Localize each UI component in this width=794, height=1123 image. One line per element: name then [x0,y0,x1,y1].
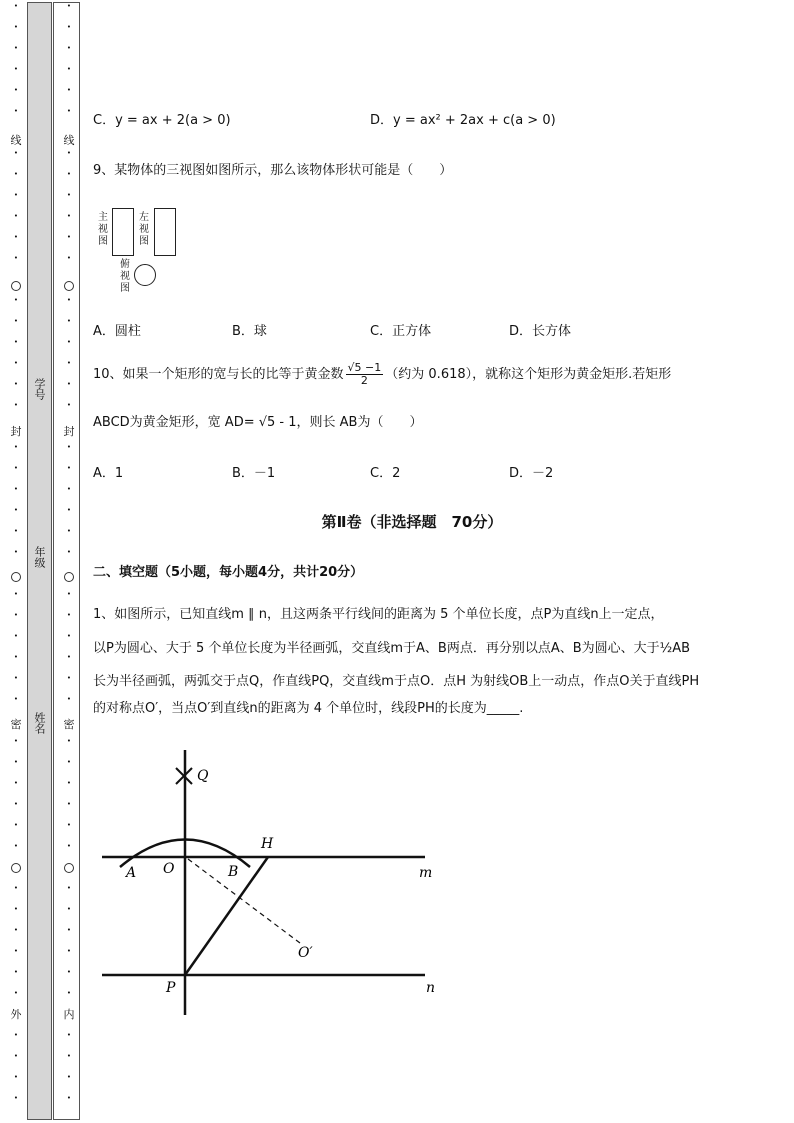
q10-stem-line2: ABCD为黄金矩形，宽 AD= √5 - 1，则长 AB为（ ） [93,415,423,430]
binding-dot: • [13,65,19,73]
binding-dot: • [66,1031,72,1039]
binding-dot: • [66,947,72,955]
fill1-line4: 的对称点O′，当点O′到直线n的距离为 4 个单位时，线段PH的长度为_____. [93,701,524,716]
binding-dot: • [66,107,72,115]
binding-dot: • [66,611,72,619]
binding-dot: • [13,968,19,976]
binding-hole-circle [11,863,21,873]
outer-mark-mi: 密 [10,718,22,731]
label-p: P [166,980,176,996]
q9-stem: 9、某物体的三视图如图所示，那么该物体形状可能是（ ） [93,163,453,178]
field-name: 姓名 [33,712,46,734]
q10-option-d: D．－2 [509,466,554,481]
binding-hole-circle [11,572,21,582]
binding-dot: • [13,338,19,346]
q10-option-c: C．2 [370,466,401,481]
binding-dot: • [13,212,19,220]
binding-dot: • [13,233,19,241]
binding-dot: • [13,191,19,199]
binding-dot: • [66,674,72,682]
front-view-rectangle [112,208,134,256]
outer-mark-feng: 封 [10,425,22,438]
binding-dot: • [66,968,72,976]
left-view-rectangle [154,208,176,256]
binding-dot: • [66,821,72,829]
binding-dot: • [13,149,19,157]
inner-mark-mi: 密 [63,718,75,731]
binding-dot: • [66,548,72,556]
binding-dot: • [66,212,72,220]
binding-dot: • [13,653,19,661]
binding-dot: • [66,44,72,52]
binding-dot: • [66,653,72,661]
binding-dot: • [66,527,72,535]
binding-dot: • [66,170,72,178]
binding-dot: • [66,191,72,199]
binding-dot: • [13,989,19,997]
q10-stem-after: （约为 0.618），就称这个矩形为黄金矩形.若矩形 [385,367,672,382]
binding-dot: • [13,1094,19,1102]
binding-dot: • [13,506,19,514]
inner-mark-nei: 内 [63,1008,75,1021]
binding-strip [0,0,84,1123]
binding-dot: • [66,65,72,73]
fill1-line2: 以P为圆心、大于 5 个单位长度为半径画弧，交直线m于A、B两点．再分别以点A、B为圆心、大于½AB [93,641,691,656]
binding-dot: • [13,800,19,808]
binding-hole-circle [64,572,74,582]
binding-hole-circle [64,863,74,873]
label-q: Q [197,768,209,784]
binding-dot: • [13,1052,19,1060]
inner-dotted-line [62,0,76,1123]
binding-dot: • [13,758,19,766]
binding-dot: • [66,1073,72,1081]
binding-dot: • [13,947,19,955]
binding-dot: • [66,296,72,304]
part-two-heading: 第Ⅱ卷（非选择题 70分） [321,513,503,531]
binding-dot: • [13,170,19,178]
binding-dot: • [66,905,72,913]
binding-dot: • [13,401,19,409]
q10-option-b: B．－1 [232,466,276,481]
binding-dot: • [66,443,72,451]
binding-dot: • [13,359,19,367]
binding-dot: • [66,506,72,514]
binding-dot: • [66,233,72,241]
binding-dot: • [13,632,19,640]
label-m: m [419,865,433,881]
binding-dot: • [66,485,72,493]
binding-dot: • [13,590,19,598]
q10-option-a: A．1 [93,466,124,481]
q9-option-b: B．球 [232,324,267,339]
binding-dot: • [13,296,19,304]
binding-dot: • [13,44,19,52]
binding-dot: • [66,1052,72,1060]
binding-dot: • [66,317,72,325]
binding-dot: • [13,695,19,703]
binding-dot: • [66,338,72,346]
top-view-label: 俯视图 [120,259,130,294]
binding-dot: • [66,842,72,850]
geometry-figure [90,740,450,1030]
outer-mark-wai: 外 [10,1008,22,1021]
binding-dot: • [13,611,19,619]
q9-option-c: C．正方体 [370,324,432,339]
binding-dot: • [66,884,72,892]
binding-dot: • [66,695,72,703]
binding-dot: • [13,527,19,535]
fill1-line3: 长为半径画弧，两弧交于点Q，作直线PQ，交直线m于点O．点H 为射线OB上一动点，作点O关于直线PH [93,674,700,689]
fill1-line1: 1、如图所示，已知直线m ∥ n，且这两条平行线间的距离为 5 个单位长度，点P为直线n上一定点， [93,607,664,622]
binding-hole-circle [11,281,21,291]
binding-dot: • [13,23,19,31]
fill-in-section-title: 二、填空题（5小题，每小题4分，共计20分） [93,565,364,580]
binding-dot: • [66,800,72,808]
q10-stem-line1 [93,362,671,387]
binding-dot: • [66,23,72,31]
binding-dot: • [13,485,19,493]
outer-dotted-line [9,0,23,1123]
binding-dot: • [13,464,19,472]
label-h: H [261,836,274,852]
binding-dot: • [13,107,19,115]
binding-dot: • [13,86,19,94]
binding-dot: • [66,1094,72,1102]
binding-dot: • [13,443,19,451]
top-view-circle [134,264,156,286]
binding-dot: • [66,737,72,745]
binding-dot: • [66,254,72,262]
binding-dot: • [13,905,19,913]
golden-ratio-fraction [346,362,384,387]
binding-dot: • [66,380,72,388]
field-grade: 年级 [33,546,46,568]
label-o: O [163,861,175,877]
binding-dot: • [13,548,19,556]
binding-dot: • [13,317,19,325]
binding-dot: • [66,401,72,409]
fraction-denominator: 2 [360,374,368,387]
binding-hole-circle [64,281,74,291]
binding-dot: • [13,1073,19,1081]
inner-mark-feng: 封 [63,425,75,438]
binding-dot: • [66,926,72,934]
label-b: B [228,864,239,880]
binding-dot: • [13,674,19,682]
front-view-label: 主视图 [98,212,108,247]
q10-stem-before: 10、如果一个矩形的宽与长的比等于黄金数 [93,367,344,382]
field-student-number: 学号 [33,378,46,400]
binding-dot: • [13,926,19,934]
binding-dot: • [66,758,72,766]
binding-dot: • [66,86,72,94]
binding-dot: • [13,737,19,745]
outer-mark-xian: 线 [10,134,22,147]
binding-dot: • [13,842,19,850]
binding-dot: • [13,2,19,10]
segment-ph [185,857,268,975]
q9-option-a: A．圆柱 [93,324,141,339]
label-a: A [126,865,137,881]
binding-dot: • [66,464,72,472]
binding-dot: • [13,254,19,262]
segment-oo-prime [188,859,300,943]
binding-dot: • [13,1031,19,1039]
binding-dot: • [13,380,19,388]
q8-option-c: C．y = ax + 2(a > 0) [93,113,231,128]
binding-dot: • [66,632,72,640]
binding-dot: • [66,149,72,157]
binding-dot: • [66,2,72,10]
binding-dot: • [13,821,19,829]
left-view-label: 左视图 [139,212,149,247]
q9-option-d: D．长方体 [509,324,572,339]
label-n: n [426,980,436,996]
binding-dot: • [13,884,19,892]
binding-dot: • [66,989,72,997]
fraction-numerator: √5 −1 [347,361,382,374]
binding-dot: • [66,590,72,598]
q8-option-d: D．y = ax² + 2ax + c(a > 0) [370,113,556,128]
binding-dot: • [66,359,72,367]
binding-dot: • [13,779,19,787]
inner-mark-xian: 线 [63,134,75,147]
binding-dot: • [66,779,72,787]
label-o-prime: O′ [298,945,313,961]
